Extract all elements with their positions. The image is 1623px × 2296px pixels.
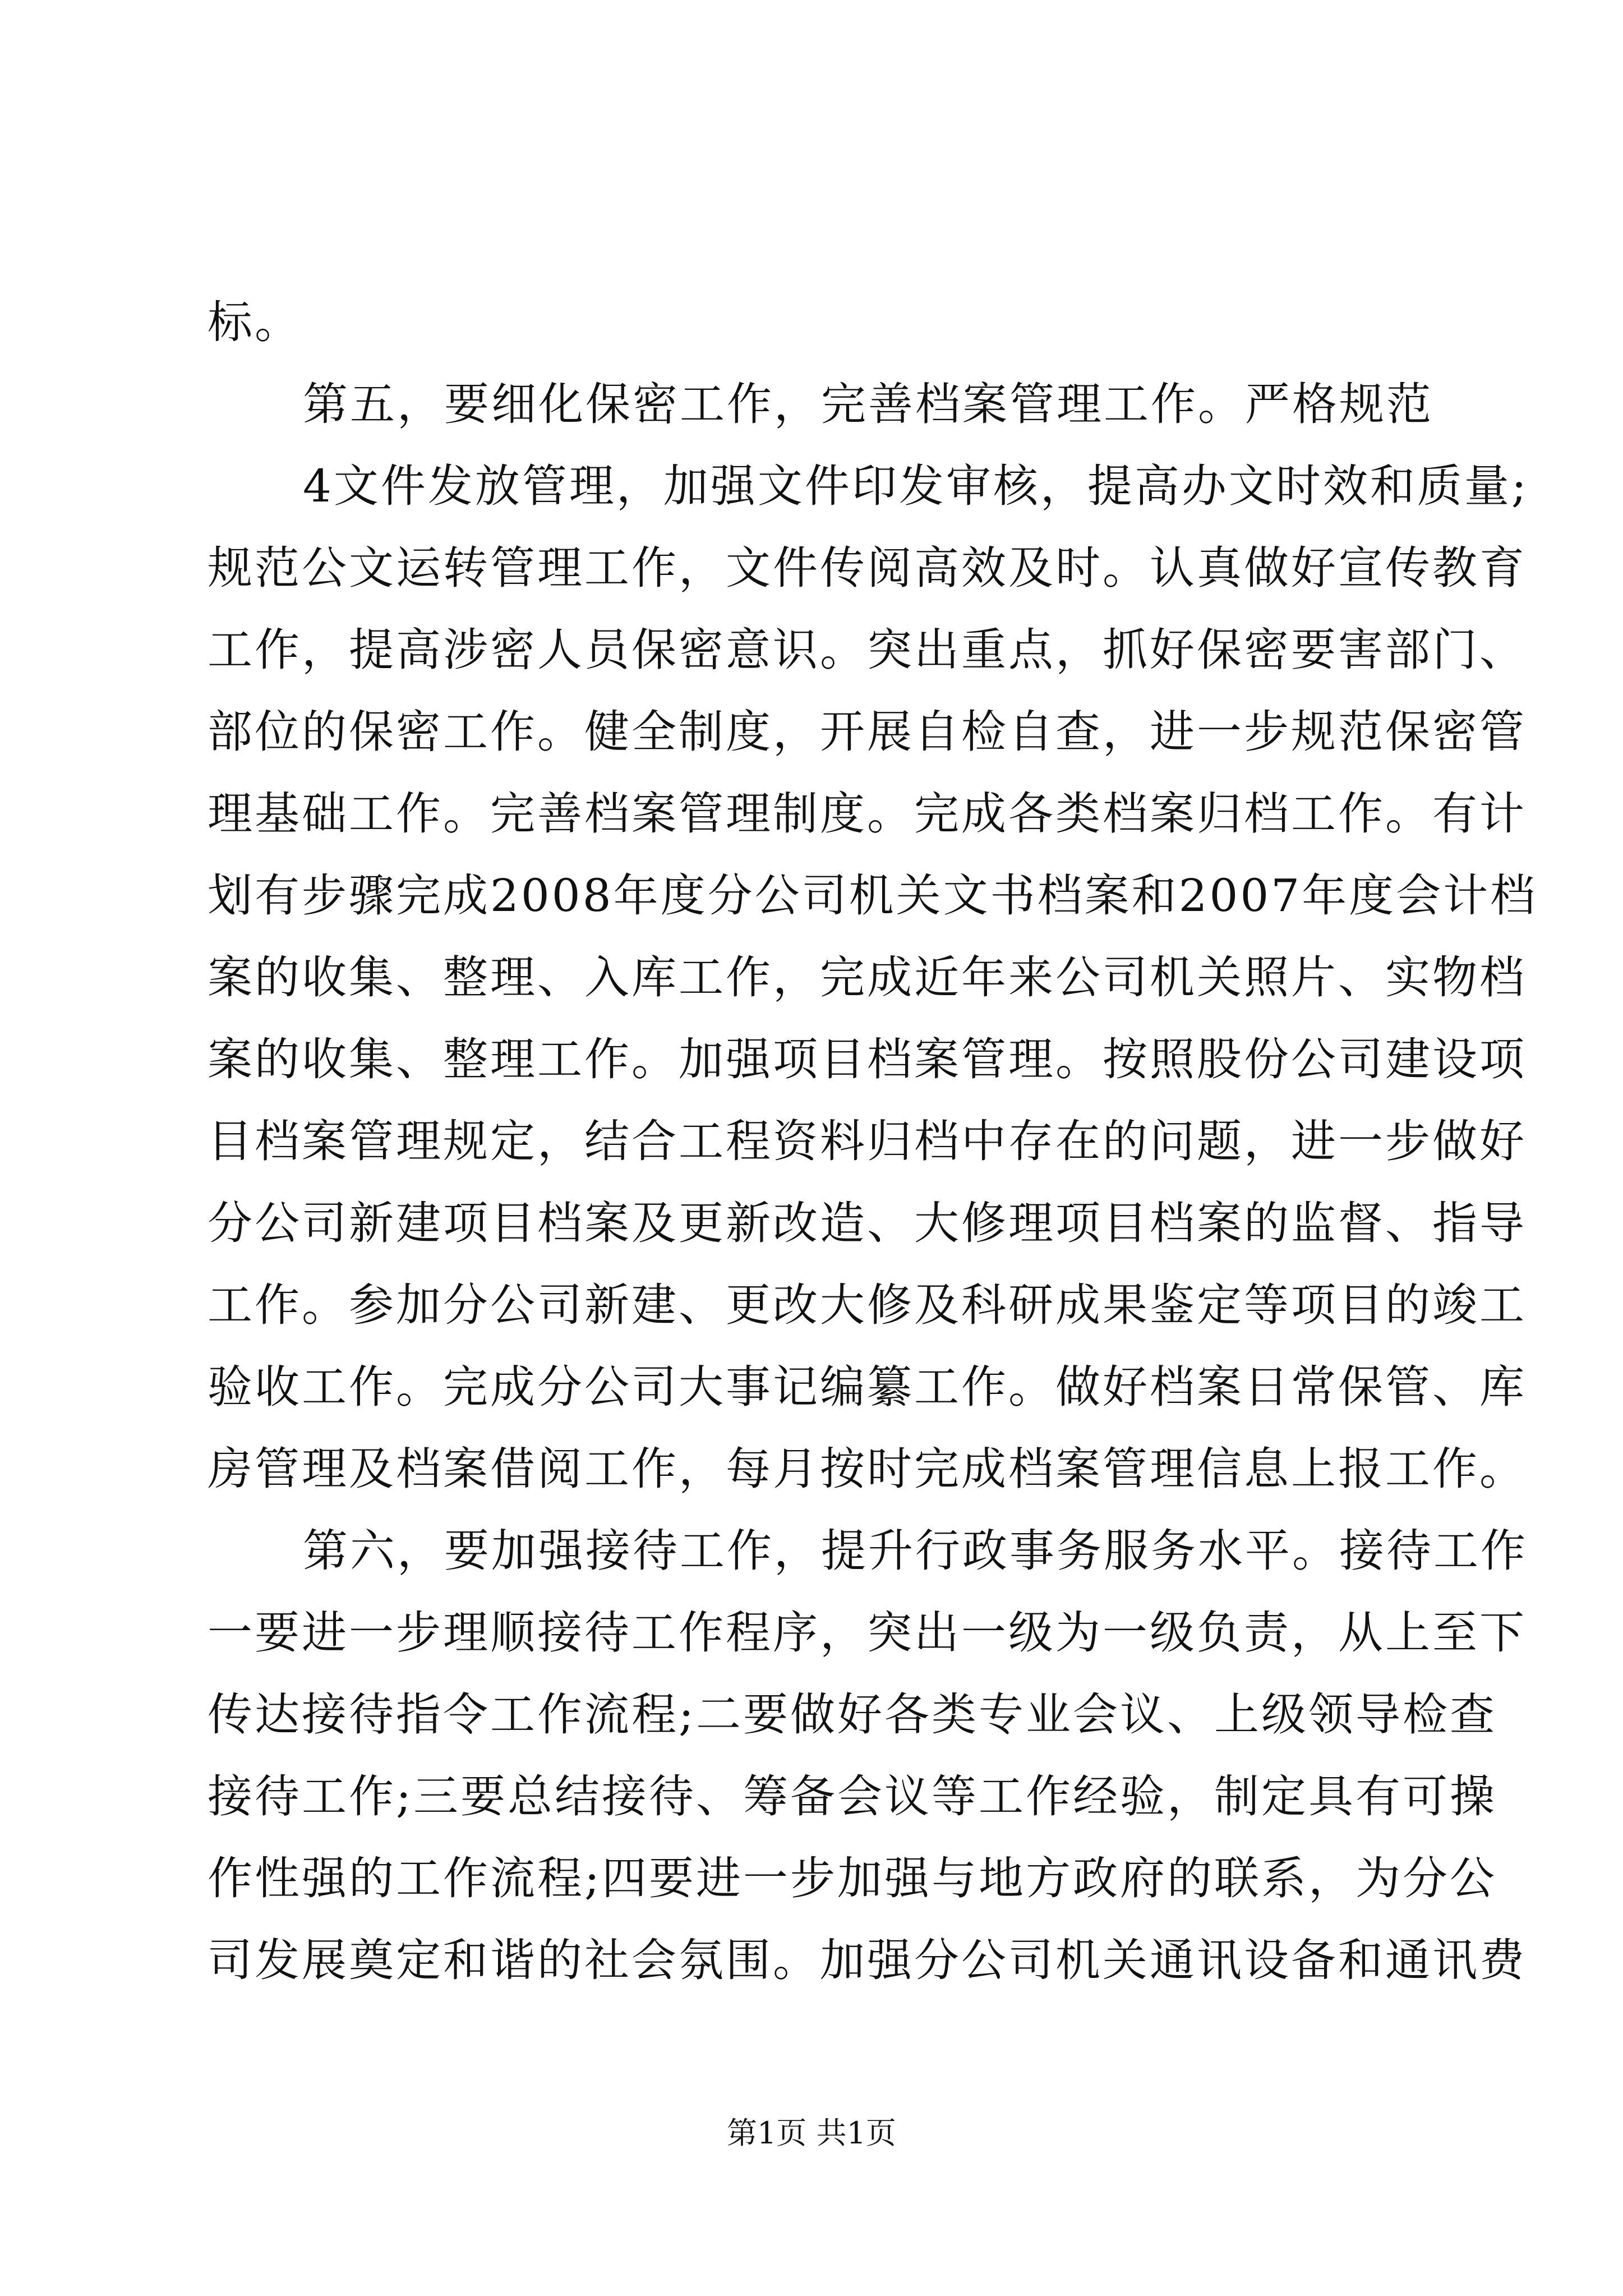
text-line: 部位的保密工作。健全制度，开展自检自查，进一步规范保密管 — [208, 706, 1527, 758]
paragraph-heading-6: 第六，要加强接待工作，提升行政事务服务水平。接待工作 — [303, 1525, 1528, 1577]
page-number-footer: 第1页 共1页 — [727, 2115, 896, 2151]
document-body — [208, 282, 1538, 2001]
text-line: 标。 — [208, 296, 302, 348]
text-line: 传达接待指令工作流程;二要做好各类专业会议、上级领导检查 — [208, 1688, 1497, 1741]
text-line: 规范公文运转管理工作，文件传阅高效及时。认真做好宣传教育 — [208, 542, 1527, 594]
text-line: 4文件发放管理，加强文件印发审核，提高办文时效和质量; — [303, 460, 1529, 512]
text-line: 一要进一步理顺接待工作程序，突出一级为一级负责，从上至下 — [208, 1607, 1527, 1659]
text-line: 目档案管理规定，结合工程资料归档中存在的问题，进一步做好 — [208, 1115, 1527, 1167]
text-line: 验收工作。完成分公司大事记编纂工作。做好档案日常保管、库 — [208, 1361, 1527, 1413]
text-line: 作性强的工作流程;四要进一步加强与地方政府的联系，为分公 — [208, 1852, 1497, 1904]
paragraph-heading-5: 第五，要细化保密工作，完善档案管理工作。严格规范 — [303, 378, 1433, 430]
text-line: 理基础工作。完善档案管理制度。完成各类档案归档工作。有计 — [208, 788, 1527, 840]
text-line: 工作。参加分公司新建、更改大修及科研成果鉴定等项目的竣工 — [208, 1279, 1527, 1331]
text-line: 房管理及档案借阅工作，每月按时完成档案管理信息上报工作。 — [208, 1443, 1527, 1495]
text-line: 接待工作;三要总结接待、筹备会议等工作经验，制定具有可操 — [208, 1770, 1497, 1823]
text-line: 司发展奠定和谐的社会氛围。加强分公司机关通讯设备和通讯费 — [208, 1934, 1527, 1986]
text-line: 工作，提高涉密人员保密意识。突出重点，抓好保密要害部门、 — [208, 624, 1527, 676]
text-line: 案的收集、整理工作。加强项目档案管理。按照股份公司建设项 — [208, 1033, 1527, 1085]
text-line: 划有步骤完成2008年度分公司机关文书档案和2007年度会计档 — [208, 869, 1538, 922]
text-line: 案的收集、整理、入库工作，完成近年来公司机关照片、实物档 — [208, 951, 1527, 1004]
text-line: 分公司新建项目档案及更新改造、大修理项目档案的监督、指导 — [208, 1197, 1527, 1249]
